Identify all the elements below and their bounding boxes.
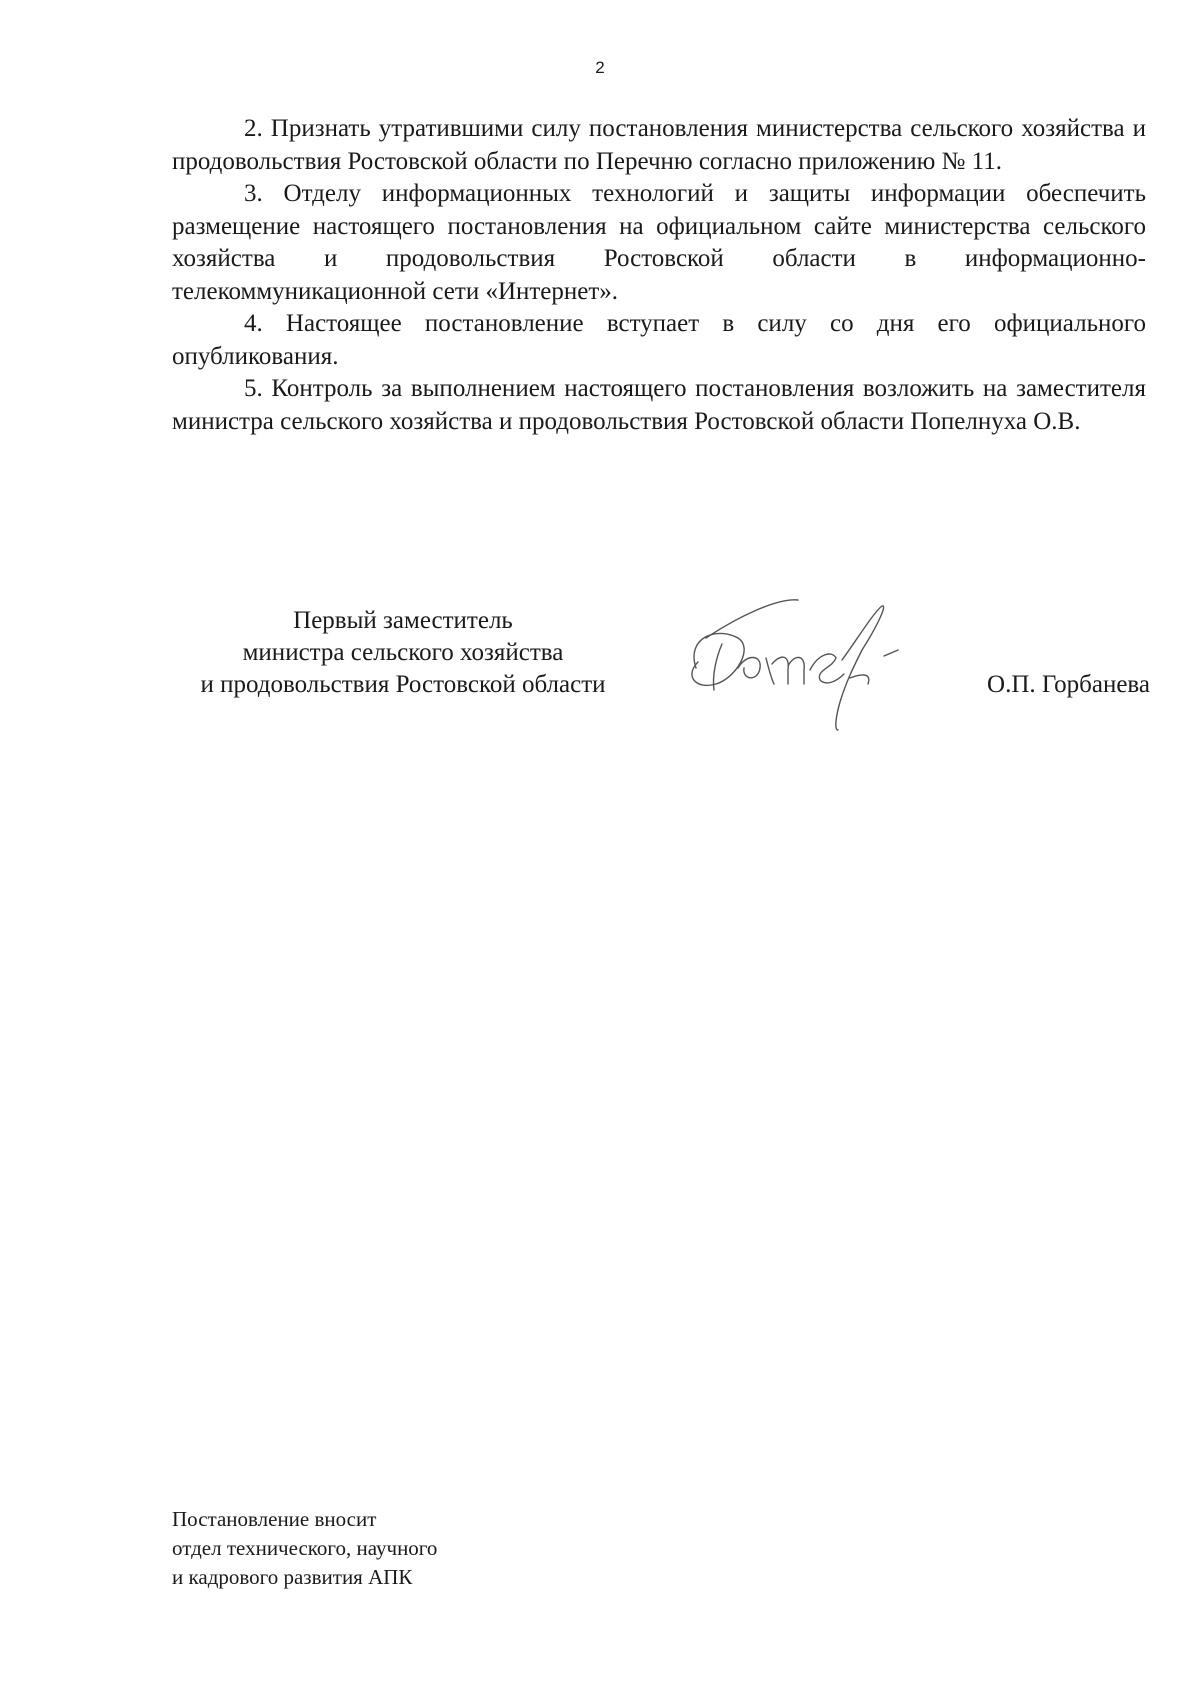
position-line: министра сельского хозяйства (242, 639, 564, 666)
signatory-position (160, 605, 646, 701)
submitter-note (172, 1505, 437, 1592)
document-body (172, 113, 1146, 438)
submitter-line: и кадрового развития АПК (172, 1565, 413, 1589)
submitter-line: Постановление вносит (172, 1507, 377, 1531)
position-line: и продовольствия Ростовской области (200, 671, 606, 698)
paragraph-2: 2. Признать утратившими силу постановления министерства сельского хозяйства и продовольствия Ростовской области по Перечню согласно приложению № 11. (172, 115, 1146, 175)
page-number: 2 (595, 58, 605, 77)
handwritten-signature (676, 598, 926, 738)
submitter-line: отдел технического, научного (172, 1536, 438, 1560)
paragraph-3: 3. Отделу информационных технологий и защиты информации обеспечить размещение настоящего постановления на официальном сайте министерства сельского хозяйства и продовольствия Ростовской области в информационно-телекоммуникационной сети «Интернет». (172, 180, 1146, 305)
paragraph-5: 5. Контроль за выполнением настоящего постановления возложить на заместителя министра сельского хозяйства и продовольствия Ростовской области Попелнуха О.В. (172, 375, 1146, 435)
signatory-name: О.П. Горбанева (987, 671, 1150, 698)
paragraph-4: 4. Настоящее постановление вступает в силу со дня его официального опубликования. (172, 310, 1146, 370)
position-line: Первый заместитель (293, 607, 513, 634)
